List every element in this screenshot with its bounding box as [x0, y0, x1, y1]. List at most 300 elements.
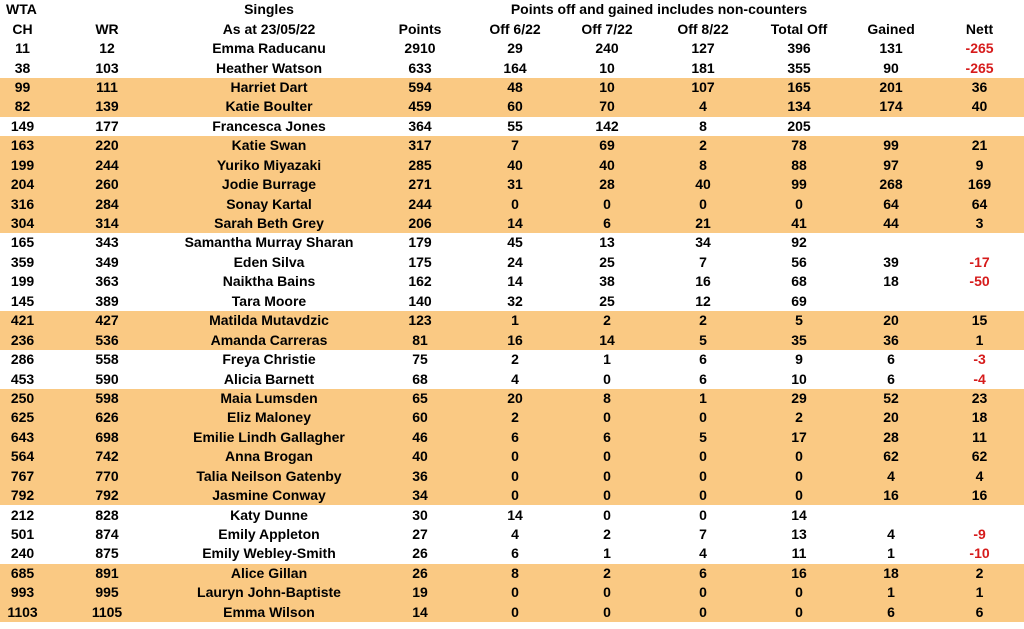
wr-cell: 343	[95, 234, 119, 251]
player-name-cell: Tara Moore	[231, 292, 307, 309]
nett-cell: 23	[935, 389, 1024, 408]
ch-cell: 204	[0, 175, 45, 194]
column-header-off-7-22: Off 7/22	[581, 20, 633, 37]
off-8-22-cell: 6	[699, 370, 707, 387]
off-8-22-cell: 0	[655, 603, 751, 622]
wr-cell: 103	[95, 59, 119, 76]
table-row	[0, 175, 1024, 194]
nett-cell: 62	[935, 447, 1024, 466]
off-8-22-cell: 2	[655, 311, 751, 330]
off-7-22-cell: 0	[559, 408, 655, 427]
points-cell: 179	[408, 234, 432, 251]
wr-cell: 828	[95, 506, 119, 523]
points-cell: 81	[369, 330, 471, 349]
off-8-22-cell: 0	[655, 467, 751, 486]
off-7-22-cell: 10	[599, 59, 615, 76]
points-cell: 244	[369, 194, 471, 213]
table-row	[0, 330, 1024, 349]
ch-cell: 286	[10, 351, 35, 368]
wr-cell: 284	[45, 194, 169, 213]
player-name-cell: Emily Webley-Smith	[202, 545, 336, 562]
off-8-22-cell: 8	[655, 156, 751, 175]
total-off-cell: 17	[751, 428, 847, 447]
ch-cell: 165	[10, 234, 35, 251]
nett-cell: 169	[935, 175, 1024, 194]
table-row	[0, 369, 1024, 388]
off-6-22-cell: 14	[507, 506, 523, 523]
off-7-22-cell: 1	[603, 351, 611, 368]
player-name-cell: Freya Christie	[222, 351, 316, 368]
ch-cell: 212	[10, 506, 35, 523]
nett-cell: 64	[935, 194, 1024, 213]
gained-cell: 4	[847, 467, 935, 486]
wr-cell: 314	[45, 214, 169, 233]
gained-cell: 18	[847, 564, 935, 583]
off-6-22-cell: 40	[471, 156, 559, 175]
table-row	[0, 467, 1024, 486]
off-6-22-cell: 29	[507, 40, 523, 57]
wr-cell: 590	[95, 370, 119, 387]
off-6-22-cell: 164	[503, 59, 527, 76]
table-row	[0, 389, 1024, 408]
gained-cell: 20	[847, 311, 935, 330]
total-off-cell: 35	[751, 330, 847, 349]
player-name-cell: Naiktha Bains	[222, 273, 316, 290]
table-row	[0, 350, 1024, 369]
column-header-gained: Gained	[867, 20, 915, 37]
header-row-1	[0, 0, 1024, 19]
points-cell: 36	[369, 467, 471, 486]
gained-cell: 62	[847, 447, 935, 466]
table-row	[0, 311, 1024, 330]
gained-cell	[847, 292, 935, 311]
off-8-22-cell: 4	[699, 545, 707, 562]
table-row	[0, 544, 1024, 563]
total-off-cell: 165	[751, 78, 847, 97]
gained-cell: 1	[847, 583, 935, 602]
wr-cell: 1105	[45, 603, 169, 622]
total-off-cell: 88	[751, 156, 847, 175]
column-header-points: Points	[398, 20, 442, 37]
player-name-cell: Katy Dunne	[230, 506, 308, 523]
off-8-22-cell: 6	[655, 564, 751, 583]
singles-header: Singles	[244, 1, 294, 18]
ch-cell: 453	[10, 370, 35, 387]
off-6-22-cell: 48	[471, 78, 559, 97]
player-name-cell: Francesca Jones	[212, 117, 326, 134]
table-row	[0, 97, 1024, 116]
ch-cell: 163	[0, 136, 45, 155]
ch-cell: 1103	[0, 603, 45, 622]
gained-cell: 28	[847, 428, 935, 447]
off-7-22-cell: 40	[559, 156, 655, 175]
points-cell: 2910	[404, 40, 436, 57]
off-8-22-cell: 7	[699, 253, 707, 270]
nett-cell	[935, 233, 1024, 252]
total-off-cell: 41	[751, 214, 847, 233]
points-cell: 26	[369, 564, 471, 583]
total-off-cell: 0	[751, 583, 847, 602]
nett-cell: 40	[935, 97, 1024, 116]
points-cell: 30	[412, 506, 428, 523]
total-off-cell: 0	[751, 467, 847, 486]
total-off-cell: 2	[751, 408, 847, 427]
total-off-cell: 0	[751, 194, 847, 213]
table-body	[0, 39, 1024, 622]
gained-cell: 99	[847, 136, 935, 155]
gained-cell: 1	[887, 545, 895, 562]
wr-cell: 995	[45, 583, 169, 602]
table-row	[0, 447, 1024, 466]
nett-cell: -3	[973, 351, 986, 368]
nett-cell: -4	[973, 370, 986, 387]
player-name-cell: Katie Boulter	[169, 97, 369, 116]
off-7-22-cell: 0	[559, 447, 655, 466]
nett-cell: 15	[935, 311, 1024, 330]
nett-cell: 36	[935, 78, 1024, 97]
off-8-22-cell: 40	[655, 175, 751, 194]
ch-cell: 316	[0, 194, 45, 213]
off-8-22-cell: 5	[655, 330, 751, 349]
off-7-22-cell: 142	[595, 117, 619, 134]
off-8-22-cell: 4	[655, 97, 751, 116]
off-7-22-cell: 0	[603, 506, 611, 523]
gained-cell: 39	[883, 253, 899, 270]
off-6-22-cell: 0	[471, 583, 559, 602]
wr-cell: 626	[45, 408, 169, 427]
gained-cell: 52	[847, 389, 935, 408]
player-name-cell: Jodie Burrage	[169, 175, 369, 194]
nett-cell: -10	[969, 545, 990, 562]
wr-cell: 177	[95, 117, 119, 134]
off-8-22-cell: 5	[655, 428, 751, 447]
player-name-cell: Sarah Beth Grey	[169, 214, 369, 233]
player-name-cell: Anna Brogan	[169, 447, 369, 466]
table-row	[0, 194, 1024, 213]
points-cell: 633	[408, 59, 432, 76]
ch-cell: 236	[0, 330, 45, 349]
off-7-22-cell: 13	[599, 234, 615, 251]
off-7-22-cell: 25	[599, 253, 615, 270]
points-cell: 68	[412, 370, 428, 387]
column-header-nett: Nett	[965, 20, 994, 37]
ch-cell: 792	[0, 486, 45, 505]
table-row	[0, 214, 1024, 233]
off-7-22-cell: 240	[595, 40, 619, 57]
gained-cell: 90	[883, 59, 899, 76]
points-cell: 60	[369, 408, 471, 427]
off-7-22-cell: 14	[559, 330, 655, 349]
ch-cell: 564	[0, 447, 45, 466]
off-6-22-cell: 8	[471, 564, 559, 583]
wr-cell: 598	[45, 389, 169, 408]
ch-cell: 685	[0, 564, 45, 583]
off-6-22-cell: 4	[511, 370, 519, 387]
ch-cell: 99	[0, 78, 45, 97]
off-7-22-cell: 0	[559, 583, 655, 602]
off-6-22-cell: 16	[471, 330, 559, 349]
gained-cell: 6	[887, 370, 895, 387]
wta-header: WTA	[6, 1, 37, 18]
off-7-22-cell: 0	[559, 603, 655, 622]
wr-cell: 891	[45, 564, 169, 583]
ch-cell: 643	[0, 428, 45, 447]
ch-cell: 38	[14, 59, 31, 76]
off-7-22-cell: 0	[559, 486, 655, 505]
ch-cell: 993	[0, 583, 45, 602]
nett-cell	[935, 292, 1024, 311]
player-name-cell: Eden Silva	[233, 253, 305, 270]
table-row	[0, 253, 1024, 272]
player-name-cell: Emilie Lindh Gallagher	[169, 428, 369, 447]
nett-cell: 9	[935, 156, 1024, 175]
gained-cell: 18	[883, 273, 899, 290]
off-8-22-cell: 7	[699, 526, 707, 543]
off-7-22-cell: 70	[559, 97, 655, 116]
wr-cell: 244	[45, 156, 169, 175]
points-cell: 271	[369, 175, 471, 194]
off-8-22-cell: 0	[699, 506, 707, 523]
total-off-cell: 5	[751, 311, 847, 330]
total-off-cell: 0	[751, 447, 847, 466]
off-6-22-cell: 7	[471, 136, 559, 155]
nett-cell: 16	[935, 486, 1024, 505]
off-7-22-cell: 38	[599, 273, 615, 290]
nett-cell: -17	[969, 253, 990, 270]
points-note: Points off and gained includes non-counters	[510, 1, 808, 18]
total-off-cell: 11	[791, 545, 807, 562]
off-8-22-cell: 34	[695, 234, 711, 251]
points-cell: 75	[412, 351, 428, 368]
ch-cell: 359	[10, 253, 35, 270]
ch-cell: 82	[0, 97, 45, 116]
off-7-22-cell: 2	[603, 526, 611, 543]
gained-cell: 44	[847, 214, 935, 233]
off-8-22-cell: 6	[699, 351, 707, 368]
off-8-22-cell: 16	[695, 273, 711, 290]
off-6-22-cell: 0	[471, 447, 559, 466]
table-row	[0, 583, 1024, 602]
player-name-cell: Emily Appleton	[218, 526, 320, 543]
off-7-22-cell: 6	[559, 214, 655, 233]
off-8-22-cell: 1	[655, 389, 751, 408]
total-off-cell: 0	[751, 603, 847, 622]
gained-cell: 131	[879, 40, 903, 57]
table-row	[0, 78, 1024, 97]
player-name-cell: Emma Wilson	[169, 603, 369, 622]
ch-cell: 767	[0, 467, 45, 486]
off-6-22-cell: 60	[471, 97, 559, 116]
column-header-off-8-22: Off 8/22	[677, 20, 729, 37]
off-6-22-cell: 2	[511, 351, 519, 368]
off-6-22-cell: 4	[511, 526, 519, 543]
wr-cell: 742	[45, 447, 169, 466]
wr-cell: 349	[95, 253, 119, 270]
player-name-cell: Talia Neilson Gatenby	[169, 467, 369, 486]
ch-cell: 625	[0, 408, 45, 427]
off-6-22-cell: 55	[507, 117, 523, 134]
nett-cell: 21	[935, 136, 1024, 155]
table-row	[0, 39, 1024, 58]
off-7-22-cell: 10	[559, 78, 655, 97]
wr-cell: 792	[45, 486, 169, 505]
points-cell: 123	[369, 311, 471, 330]
player-name-cell: Emma Raducanu	[212, 40, 326, 57]
table-row	[0, 233, 1024, 252]
gained-cell: 4	[887, 526, 895, 543]
nett-cell	[935, 117, 1024, 136]
ch-cell: 501	[10, 526, 35, 543]
off-6-22-cell: 6	[511, 545, 519, 562]
table-row	[0, 603, 1024, 622]
total-off-cell: 29	[751, 389, 847, 408]
points-cell: 40	[369, 447, 471, 466]
off-6-22-cell: 31	[471, 175, 559, 194]
table-row	[0, 505, 1024, 524]
total-off-cell: 92	[791, 234, 807, 251]
off-8-22-cell: 0	[655, 486, 751, 505]
ch-cell: 149	[10, 117, 35, 134]
off-8-22-cell: 107	[655, 78, 751, 97]
player-name-cell: Katie Swan	[169, 136, 369, 155]
ch-cell: 11	[15, 40, 30, 57]
nett-cell: 1	[935, 330, 1024, 349]
off-8-22-cell: 181	[691, 59, 715, 76]
player-name-cell: Amanda Carreras	[169, 330, 369, 349]
table-row	[0, 564, 1024, 583]
gained-cell: 201	[847, 78, 935, 97]
points-cell: 459	[369, 97, 471, 116]
total-off-cell: 205	[787, 117, 811, 134]
nett-cell: -50	[969, 273, 990, 290]
off-6-22-cell: 6	[471, 428, 559, 447]
ch-cell: 240	[10, 545, 35, 562]
gained-cell: 64	[847, 194, 935, 213]
column-header-total-off: Total Off	[770, 20, 828, 37]
off-6-22-cell: 2	[471, 408, 559, 427]
table-row	[0, 408, 1024, 427]
column-header-off-6-22: Off 6/22	[489, 20, 541, 37]
points-cell: 206	[369, 214, 471, 233]
ch-cell: 421	[0, 311, 45, 330]
gained-cell: 36	[847, 330, 935, 349]
gained-cell: 268	[847, 175, 935, 194]
table-row	[0, 156, 1024, 175]
player-name-cell: Maia Lumsden	[169, 389, 369, 408]
total-off-cell: 13	[791, 526, 807, 543]
off-8-22-cell: 0	[655, 194, 751, 213]
off-8-22-cell: 21	[655, 214, 751, 233]
nett-cell: 4	[935, 467, 1024, 486]
points-cell: 162	[408, 273, 432, 290]
off-6-22-cell: 1	[471, 311, 559, 330]
nett-cell: 6	[935, 603, 1024, 622]
off-8-22-cell: 2	[655, 136, 751, 155]
points-cell: 65	[369, 389, 471, 408]
wr-cell: 875	[95, 545, 119, 562]
wr-cell: 111	[45, 78, 169, 97]
gained-cell: 6	[887, 351, 895, 368]
ch-cell: 145	[10, 292, 35, 309]
total-off-cell: 78	[751, 136, 847, 155]
total-off-cell: 134	[751, 97, 847, 116]
column-header-as-at: As at 23/05/22	[222, 20, 316, 37]
total-off-cell: 10	[791, 370, 807, 387]
wr-cell: 389	[95, 292, 119, 309]
gained-cell	[847, 233, 935, 252]
nett-cell	[935, 505, 1024, 524]
total-off-cell: 69	[791, 292, 807, 309]
off-6-22-cell: 0	[471, 467, 559, 486]
off-6-22-cell: 32	[507, 292, 523, 309]
total-off-cell: 0	[751, 486, 847, 505]
player-name-cell: Samantha Murray Sharan	[184, 234, 354, 251]
column-header-wr: WR	[95, 20, 119, 37]
wr-cell: 427	[45, 311, 169, 330]
nett-cell: 1	[935, 583, 1024, 602]
nett-cell: -265	[965, 40, 994, 57]
wr-cell: 770	[45, 467, 169, 486]
ch-cell: 199	[10, 273, 35, 290]
column-header-ch: CH	[12, 20, 33, 37]
total-off-cell: 14	[791, 506, 807, 523]
nett-cell: 11	[935, 428, 1024, 447]
off-7-22-cell: 1	[603, 545, 611, 562]
off-6-22-cell: 14	[471, 214, 559, 233]
off-8-22-cell: 0	[655, 447, 751, 466]
player-name-cell: Alicia Barnett	[223, 370, 315, 387]
ch-cell: 304	[0, 214, 45, 233]
off-8-22-cell: 12	[695, 292, 711, 309]
wr-cell: 536	[45, 330, 169, 349]
total-off-cell: 56	[791, 253, 807, 270]
total-off-cell: 396	[787, 40, 811, 57]
wr-cell: 558	[95, 351, 119, 368]
nett-cell: 3	[935, 214, 1024, 233]
player-name-cell: Eliz Maloney	[169, 408, 369, 427]
wr-cell: 363	[95, 273, 119, 290]
gained-cell	[847, 505, 935, 524]
gained-cell	[847, 117, 935, 136]
off-7-22-cell: 6	[559, 428, 655, 447]
player-name-cell: Harriet Dart	[169, 78, 369, 97]
wr-cell: 139	[45, 97, 169, 116]
off-6-22-cell: 0	[471, 603, 559, 622]
off-7-22-cell: 0	[603, 370, 611, 387]
gained-cell: 16	[847, 486, 935, 505]
total-off-cell: 68	[791, 273, 807, 290]
total-off-cell: 9	[795, 351, 803, 368]
wr-cell: 874	[95, 526, 119, 543]
table-row	[0, 136, 1024, 155]
table-row	[0, 428, 1024, 447]
off-7-22-cell: 0	[559, 194, 655, 213]
table-row	[0, 486, 1024, 505]
off-7-22-cell: 25	[599, 292, 615, 309]
table-row	[0, 58, 1024, 77]
points-cell: 34	[369, 486, 471, 505]
points-cell: 317	[369, 136, 471, 155]
off-7-22-cell: 2	[559, 311, 655, 330]
nett-cell: 18	[935, 408, 1024, 427]
wr-cell: 12	[99, 40, 115, 57]
off-7-22-cell: 0	[559, 467, 655, 486]
player-name-cell: Matilda Mutavdzic	[169, 311, 369, 330]
off-7-22-cell: 8	[559, 389, 655, 408]
off-6-22-cell: 0	[471, 486, 559, 505]
player-name-cell: Jasmine Conway	[169, 486, 369, 505]
header-row-2	[0, 19, 1024, 38]
